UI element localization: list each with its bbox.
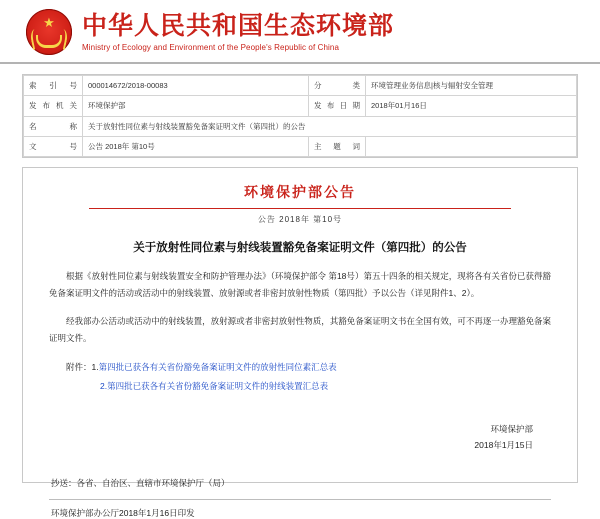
header-divider [89,208,511,209]
attachments-section [49,359,551,376]
signature-date: 2018年1月15日 [474,439,533,450]
document-number: 公告 2018年 第10号 [257,215,343,224]
footer-divider [49,499,551,500]
document-metadata [22,74,578,158]
attachment-row-2 [49,378,551,395]
signature-block [49,421,551,453]
meta-label-publish-date: 发布日期 [309,96,366,116]
table-row [24,116,577,136]
attachment-link-1[interactable]: 第四批已获各有关省份豁免备案证明文件的放射性同位素汇总表 [98,361,337,372]
national-emblem-icon [26,9,72,55]
ministry-name-cn: 中华人民共和国生态环境部 [82,11,395,41]
meta-value-name: 关于放射性同位素与射线装置豁免备案证明文件（第四批）的公告 [83,116,577,136]
meta-value-docnum: 公告 2018年 第10号 [83,136,309,156]
site-header [0,0,600,64]
table-row [24,76,577,96]
meta-label-category: 分类 [309,76,366,96]
table-row [24,96,577,116]
meta-value-keywords [366,136,577,156]
document-body [22,167,578,518]
metadata-table [23,75,577,157]
meta-value-index: 000014672/2018-00083 [83,76,309,96]
document-paragraph-1: 根据《放射性同位素与射线装置安全和防护管理办法》（环境保护部令 第18号）第五十四条的相关规定，现将各有关省份已获得豁免备案证明文件的活动或活动中的射线装置、放射源或者非密封放射性物质（第四批）予以公告（详见附件1、2）。 [49,271,551,298]
table-row [24,136,577,156]
document-paragraph-2: 经我部办公活动或活动中的射线装置，放射源或者非密封放射性物质，其豁免备案证明文书在全国有效，可不再逐一办理豁免备案证明文件。 [49,316,551,343]
meta-label-docnum: 文号 [24,136,83,156]
meta-label-publisher: 发布机关 [24,96,83,116]
document-org-header: 环境保护部公告 [244,185,356,201]
meta-label-keywords: 主题词 [309,136,366,156]
ministry-name-en: Ministry of Ecology and Environment of the People's Republic of China [82,42,340,52]
header-titles [82,12,394,52]
star-glyph: ★ [43,15,55,30]
page-title: 关于放射性同位素与射线装置豁免备案证明文件（第四批）的公告 [133,240,467,254]
meta-label-index: 索引号 [24,76,83,96]
meta-value-publisher: 环境保护部 [83,96,309,116]
attachments-label: 附件：1. [66,361,99,372]
meta-label-name: 名称 [24,116,83,136]
meta-value-category: 环境管理业务信息|核与辐射安全管理 [366,76,577,96]
carbon-copy-line: 抄送：各省、自治区、直辖市环境保护厅（局） [51,477,230,488]
meta-value-publish-date: 2018年01月16日 [366,96,577,116]
attachment-link-2[interactable]: 2.第四批已获各有关省份豁免备案证明文件的射线装置汇总表 [100,381,329,392]
signer-name: 环境保护部 [490,423,533,434]
print-info-line: 环境保护部办公厅2018年1月16日印发 [51,507,195,518]
